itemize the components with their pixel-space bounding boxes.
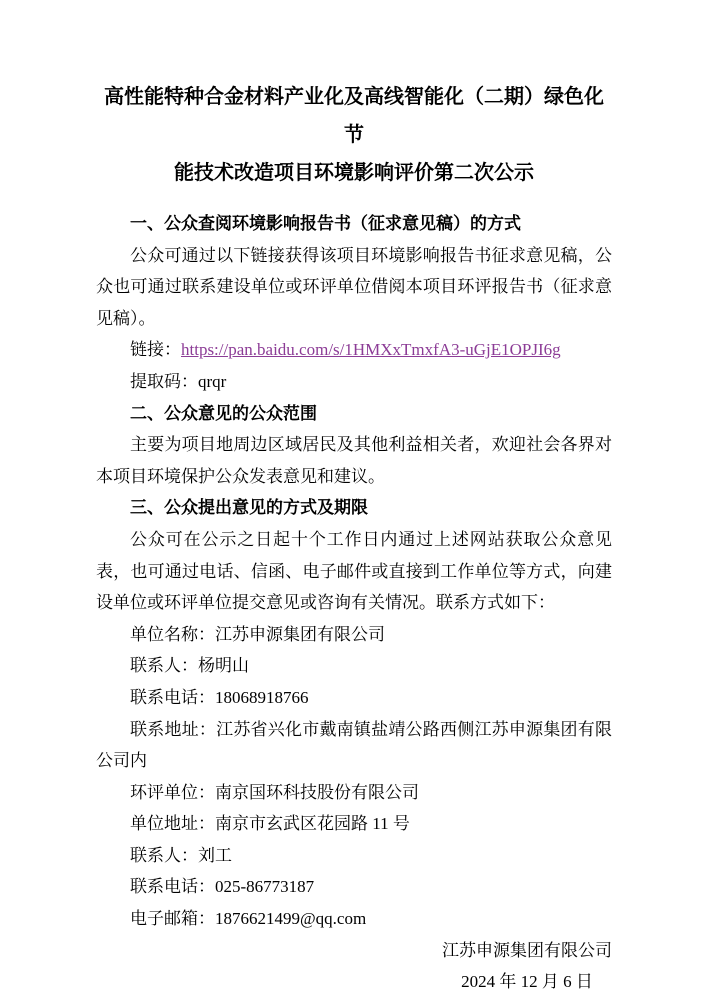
section1-paragraph: 公众可通过以下链接获得该项目环境影响报告书征求意见稿，公众也可通过联系建设单位或环评单位借阅本项目环评报告书（征求意见稿）。: [96, 245, 612, 328]
section2-heading: 二、公众意见的公众范围: [130, 403, 317, 423]
eia-contact-phone-line: 联系电话：025-86773187: [130, 877, 315, 897]
document-title: [96, 78, 612, 192]
signature-block: [442, 935, 612, 998]
report-link-line: [96, 334, 612, 366]
contact-person-line: 联系人：杨明山: [130, 656, 249, 676]
signature-date: 2024 年 12 月 6 日: [461, 972, 593, 992]
document-body: [96, 208, 612, 998]
document-title-line-2: 能技术改造项目环境影响评价第二次公示: [174, 162, 534, 184]
contact-phone-line: 联系电话：18068918766: [130, 687, 309, 707]
document-title-line-1: 高性能特种合金材料产业化及高线智能化（二期）绿色化节: [104, 86, 604, 146]
extraction-code-label: 提取码：: [130, 371, 198, 391]
eia-unit-line: 环评单位：南京国环科技股份有限公司: [130, 782, 419, 802]
unit-name-line: 单位名称：江苏申源集团有限公司: [130, 624, 385, 644]
eia-contact-person-line: 联系人：刘工: [130, 845, 232, 865]
section1-heading: 一、公众查阅环境影响报告书（征求意见稿）的方式: [130, 214, 521, 233]
section3-paragraph: 公众可在公示之日起十个工作日内通过上述网站获取公众意见表，也可通过电话、信函、电子邮件或直接到工作单位等方式，向建设单位或环评单位提交意见或咨询有关情况。联系方式如下：: [96, 529, 612, 613]
eia-email-line: 电子邮箱：1876621499@qq.com: [130, 909, 367, 929]
section3-heading: 三、公众提出意见的方式及期限: [130, 498, 368, 518]
report-link-label: 链接：: [130, 340, 181, 360]
contact-address-line: 联系地址：江苏省兴化市戴南镇盐靖公路西侧江苏申源集团有限公司内: [96, 719, 612, 771]
report-download-link[interactable]: https://pan.baidu.com/s/1HMXxTmxfA3-uGjE1OPJI6g: [181, 340, 561, 360]
section2-paragraph: 主要为项目地周边区域居民及其他利益相关者，欢迎社会各界对本项目环境保护公众发表意见和建议。: [96, 435, 612, 486]
signature-company: 江苏申源集团有限公司: [442, 940, 612, 960]
eia-unit-address-line: 单位地址：南京市玄武区花园路 11 号: [130, 814, 410, 834]
extraction-code-line: [96, 366, 612, 398]
extraction-code-value: qrqr: [198, 371, 227, 391]
